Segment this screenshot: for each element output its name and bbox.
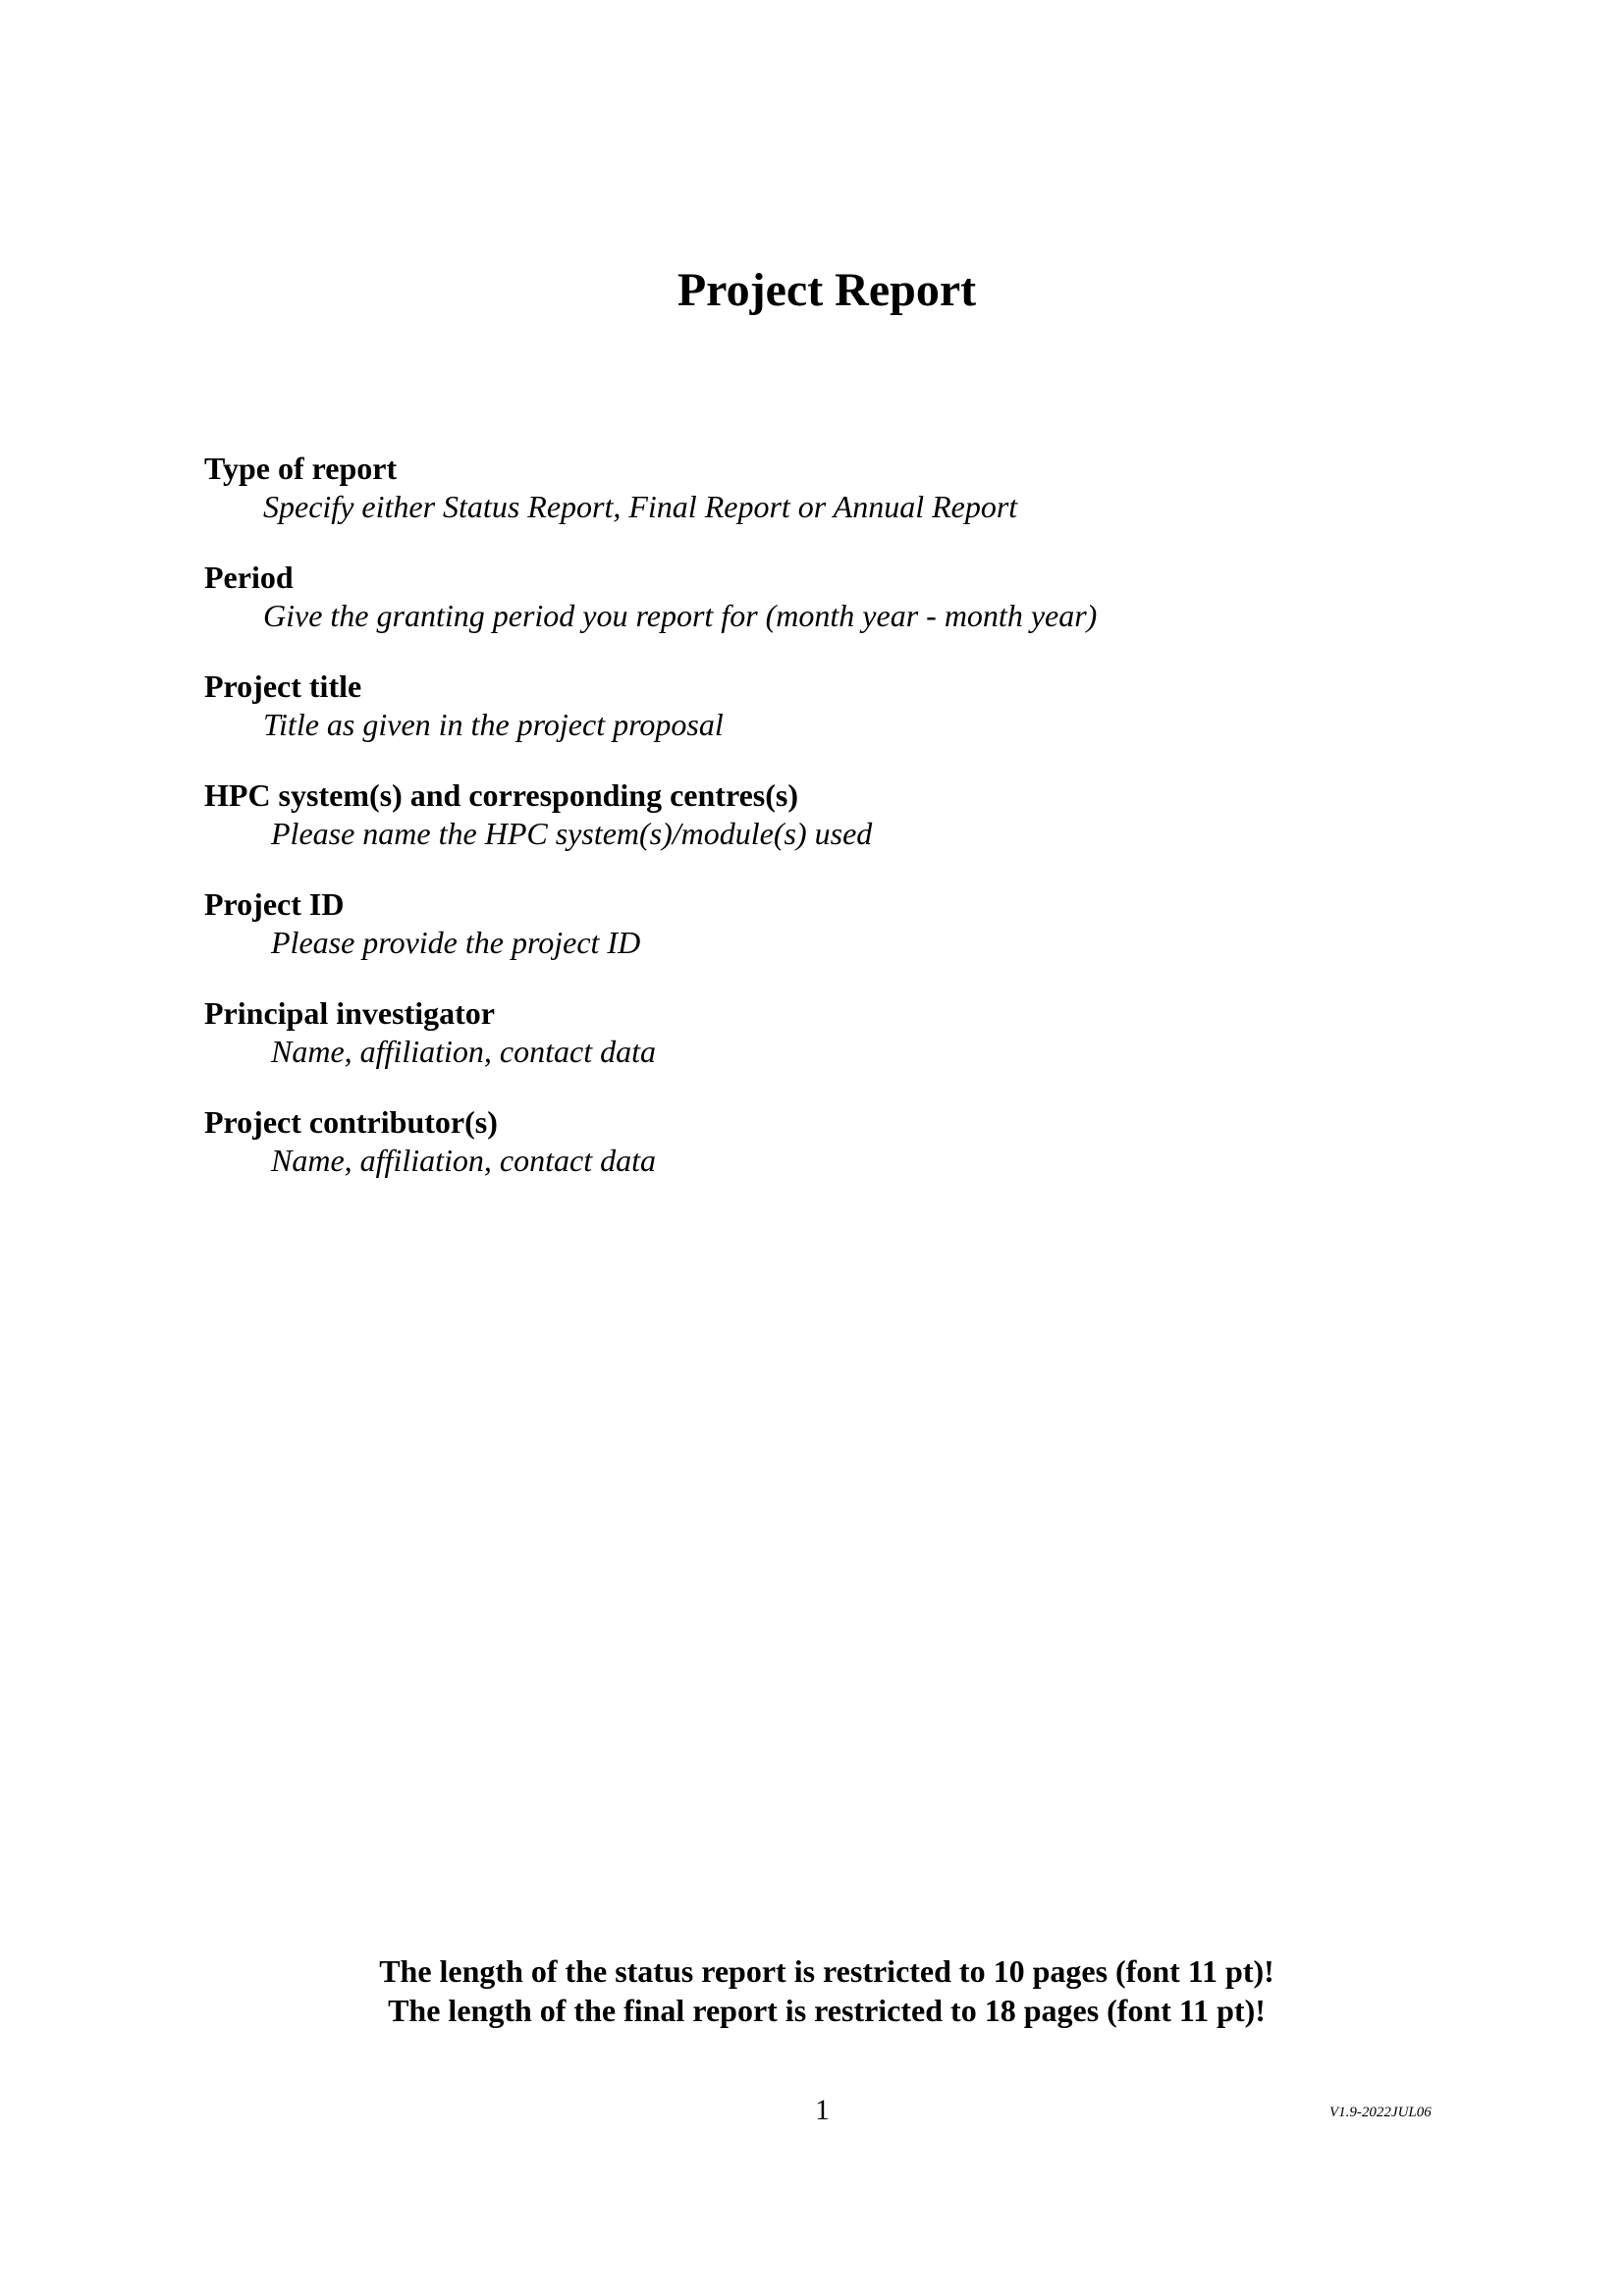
field-project-contributors bbox=[204, 1103, 1481, 1180]
field-label: Principal investigator bbox=[204, 995, 495, 1031]
version-label: V1.9-2022JUL06 bbox=[1329, 2105, 1432, 2120]
field-label: Project contributor(s) bbox=[204, 1104, 498, 1140]
field-type-of-report bbox=[204, 450, 1481, 526]
field-label: Period bbox=[204, 560, 294, 595]
field-hint: Name, affiliation, contact data bbox=[271, 1143, 656, 1178]
field-hint: Name, affiliation, contact data bbox=[271, 1034, 656, 1069]
page-title: Project Report bbox=[677, 264, 977, 316]
field-hint: Title as given in the project proposal bbox=[263, 707, 724, 742]
field-hint: Please name the HPC system(s)/module(s) used bbox=[271, 816, 873, 851]
status-report-limit: The length of the status report is restricted to 10 pages (font 11 pt)! bbox=[379, 1953, 1274, 1989]
field-hpc-systems bbox=[204, 776, 1481, 853]
field-project-id bbox=[204, 885, 1481, 962]
field-label: Project title bbox=[204, 668, 362, 704]
field-period bbox=[204, 559, 1481, 635]
final-report-limit: The length of the final report is restricted to 18 pages (font 11 pt)! bbox=[388, 1993, 1266, 2028]
field-project-title bbox=[204, 667, 1481, 744]
field-label: Project ID bbox=[204, 886, 345, 922]
page-number: 1 bbox=[815, 2094, 830, 2126]
field-hint: Please provide the project ID bbox=[271, 925, 641, 960]
field-principal-investigator bbox=[204, 994, 1481, 1071]
field-hint: Give the granting period you report for (month year - month year) bbox=[263, 598, 1098, 633]
page-limit-notice bbox=[0, 1951, 1624, 2030]
field-label: HPC system(s) and corresponding centres(s) bbox=[204, 777, 798, 813]
field-label: Type of report bbox=[204, 451, 398, 486]
field-hint: Specify either Status Report, Final Report or Annual Report bbox=[263, 489, 1018, 524]
